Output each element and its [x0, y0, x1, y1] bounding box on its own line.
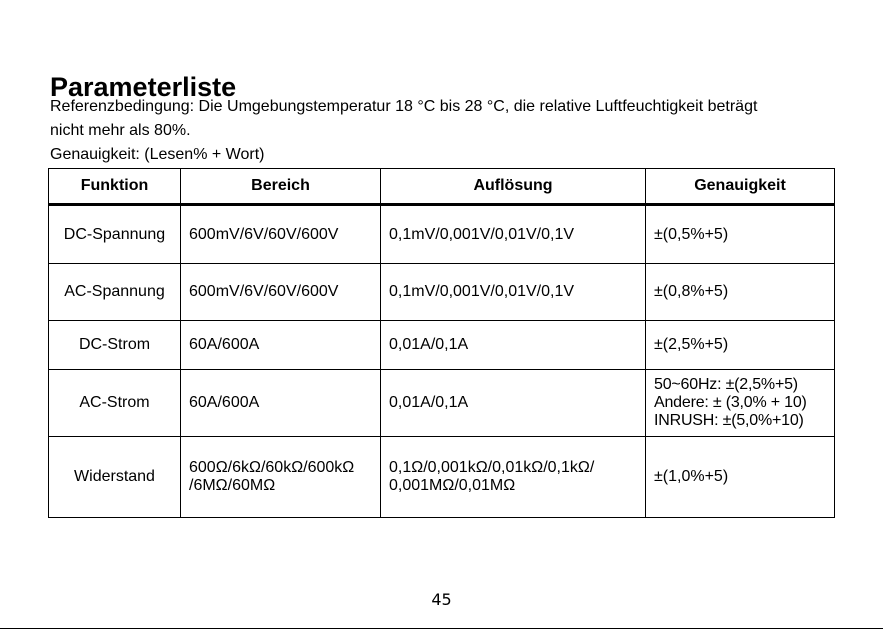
range-line: 600Ω/6kΩ/60kΩ/600kΩ — [189, 459, 355, 476]
cell-resolution — [381, 370, 646, 437]
reference-condition-line-1: Referenzbedingung: Die Umgebungstemperatur 18 °C bis 28 °C, die relative Luftfeuchtigkeit beträgt — [50, 98, 758, 115]
cell-accuracy — [646, 370, 835, 437]
header-function: Funktion — [49, 169, 181, 205]
table-row — [49, 264, 835, 321]
resolution-line: 0,01A/0,1A — [389, 394, 469, 411]
range-line: /6MΩ/60MΩ — [189, 477, 276, 494]
resolution-line: 0,1mV/0,001V/0,01V/0,1V — [389, 283, 575, 300]
page-number: 45 — [431, 590, 452, 609]
table-row — [49, 321, 835, 370]
cell-accuracy — [646, 205, 835, 264]
header-resolution: Auflösung — [381, 169, 646, 205]
table-header-row — [49, 169, 835, 205]
intro-text — [50, 95, 850, 167]
table-row — [49, 437, 835, 518]
cell-function: DC-Spannung — [49, 205, 181, 264]
resolution-line: 0,01A/0,1A — [389, 336, 469, 353]
cell-range — [181, 205, 381, 264]
accuracy-line: INRUSH: ±(5,0%+10) — [654, 412, 804, 429]
accuracy-line: ±(0,8%+5) — [654, 283, 729, 300]
cell-accuracy — [646, 264, 835, 321]
cell-range — [181, 321, 381, 370]
range-line: 60A/600A — [189, 336, 260, 353]
range-line: 600mV/6V/60V/600V — [189, 283, 339, 300]
accuracy-note: Genauigkeit: (Lesen% + Wort) — [50, 146, 265, 163]
range-line: 60A/600A — [189, 394, 260, 411]
parameter-table — [48, 168, 835, 518]
cell-range — [181, 370, 381, 437]
accuracy-line: 50~60Hz: ±(2,5%+5) — [654, 376, 798, 393]
cell-resolution — [381, 437, 646, 518]
accuracy-line: ±(0,5%+5) — [654, 225, 729, 243]
cell-function: DC-Strom — [49, 321, 181, 370]
cell-function: AC-Spannung — [49, 264, 181, 321]
cell-resolution — [381, 264, 646, 321]
footer-divider — [0, 628, 883, 629]
cell-function: Widerstand — [49, 437, 181, 518]
cell-range — [181, 437, 381, 518]
page-title: Parameterliste — [50, 72, 237, 103]
resolution-line: 0,1Ω/0,001kΩ/0,01kΩ/0,1kΩ/ — [389, 459, 595, 476]
header-accuracy: Genauigkeit — [646, 169, 835, 205]
table-row — [49, 205, 835, 264]
resolution-line: 0,001MΩ/0,01MΩ — [389, 477, 516, 494]
cell-range — [181, 264, 381, 321]
accuracy-line: ±(1,0%+5) — [654, 468, 729, 485]
accuracy-line: ±(2,5%+5) — [654, 336, 729, 353]
cell-resolution — [381, 205, 646, 264]
cell-accuracy — [646, 437, 835, 518]
reference-condition-line-2: nicht mehr als 80%. — [50, 122, 191, 139]
accuracy-line: Andere: ± (3,0% + 10) — [654, 394, 807, 411]
table-row — [49, 370, 835, 437]
header-range: Bereich — [181, 169, 381, 205]
resolution-line: 0,1mV/0,001V/0,01V/0,1V — [389, 225, 575, 243]
cell-accuracy — [646, 321, 835, 370]
cell-function: AC-Strom — [49, 370, 181, 437]
range-line: 600mV/6V/60V/600V — [189, 225, 339, 243]
cell-resolution — [381, 321, 646, 370]
